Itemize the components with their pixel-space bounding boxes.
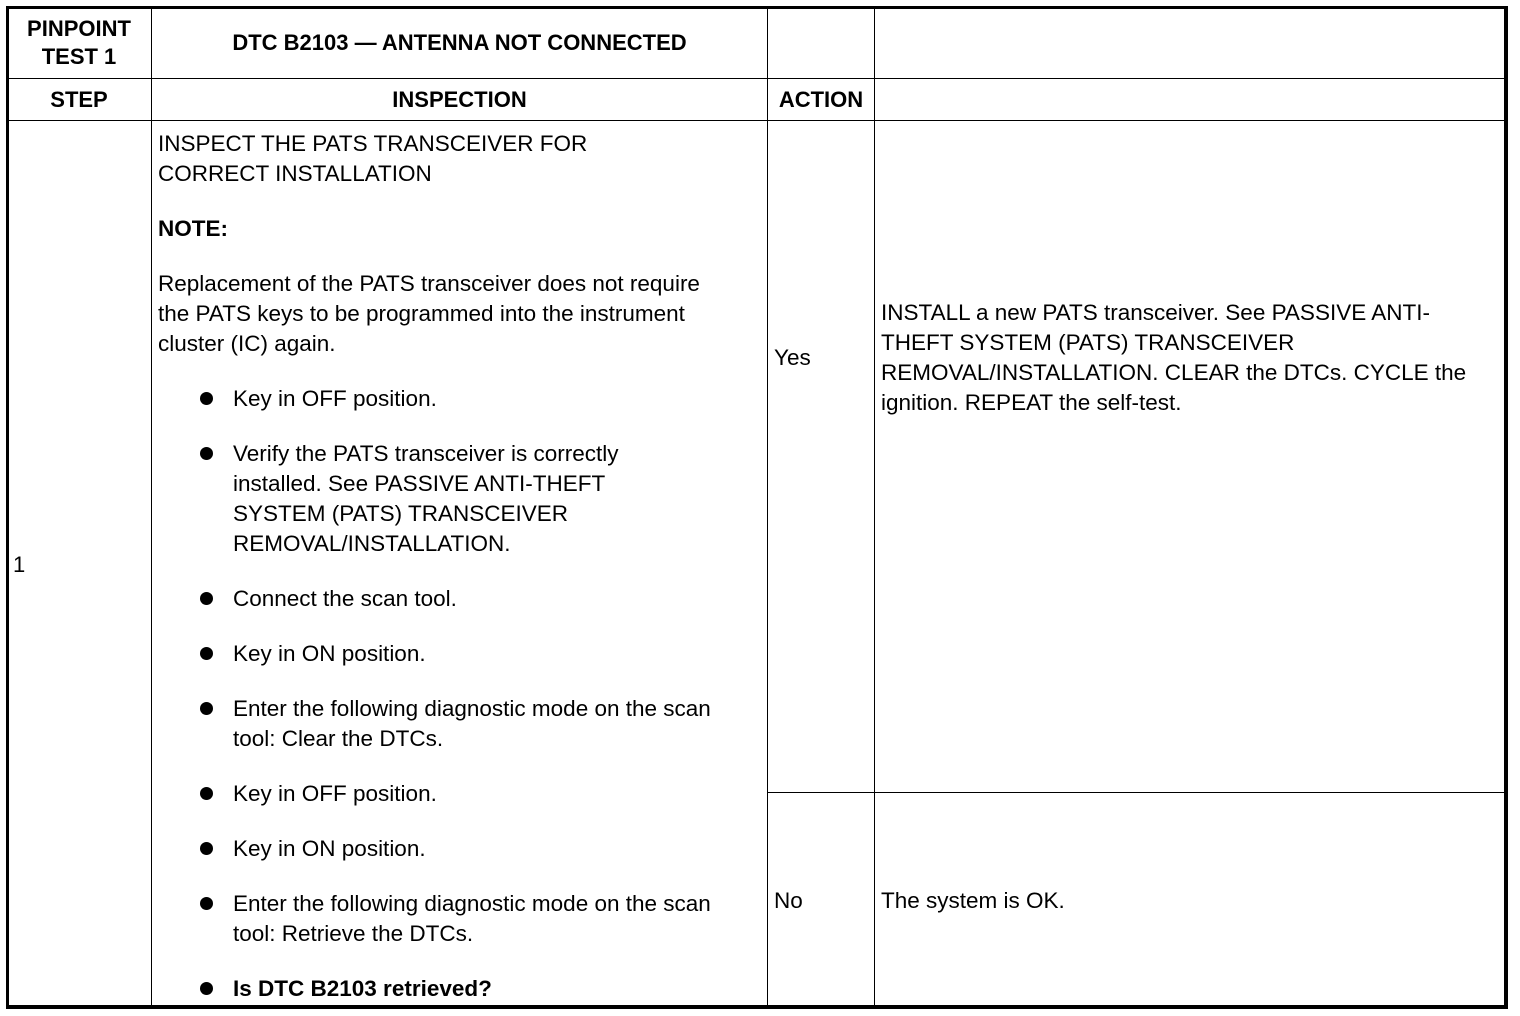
bullet-text: Key in ON position. <box>233 836 426 861</box>
bullet-text: Enter the following diagnostic mode on the scan tool: Retrieve the DTCs. <box>233 891 711 946</box>
column-header-inspection: INSPECTION <box>152 79 768 121</box>
result-yes-text: INSTALL a new PATS transceiver. See PASSIVE ANTI-THEFT SYSTEM (PATS) TRANSCEIVER REMOVAL/INSTALLATION. CLEAR the DTCs. CYCLE the ignition. REPEAT the self-test. <box>881 299 1467 415</box>
note-label: NOTE: <box>158 216 228 241</box>
bullet-text: Key in ON position. <box>233 641 426 666</box>
result-no-text: The system is OK. <box>881 887 1065 913</box>
note-text: Replacement of the PATS transceiver does not require the PATS keys to be programmed into the instrument cluster (IC) again. <box>158 271 700 356</box>
table-outer-border <box>6 6 1507 1008</box>
action-no-label: No <box>774 887 803 913</box>
column-header-step: STEP <box>7 79 152 121</box>
action-yes-label: Yes <box>774 344 811 370</box>
step-heading: INSPECT THE PATS TRANSCEIVER FOR CORRECT INSTALLATION <box>158 131 588 186</box>
bullet-text: Key in OFF position. <box>233 781 437 806</box>
column-header-action: ACTION <box>768 79 875 121</box>
bullet-text: Connect the scan tool. <box>233 586 457 611</box>
test-label-text: PINPOINT TEST 1 <box>27 15 131 69</box>
bullet-text: Key in OFF position. <box>233 386 437 411</box>
bullet-text: Enter the following diagnostic mode on the scan tool: Clear the DTCs. <box>233 696 711 751</box>
dtc-title-text: DTC B2103 — ANTENNA NOT CONNECTED <box>232 29 687 55</box>
bullet-text: Verify the PATS transceiver is correctly installed. See PASSIVE ANTI-THEFT SYSTEM (PATS) TRANSCEIVER REMOVAL/INSTALLATION. <box>233 441 619 556</box>
step-number: 1 <box>7 121 152 1009</box>
question-text: Is DTC B2103 retrieved? <box>233 976 492 1001</box>
